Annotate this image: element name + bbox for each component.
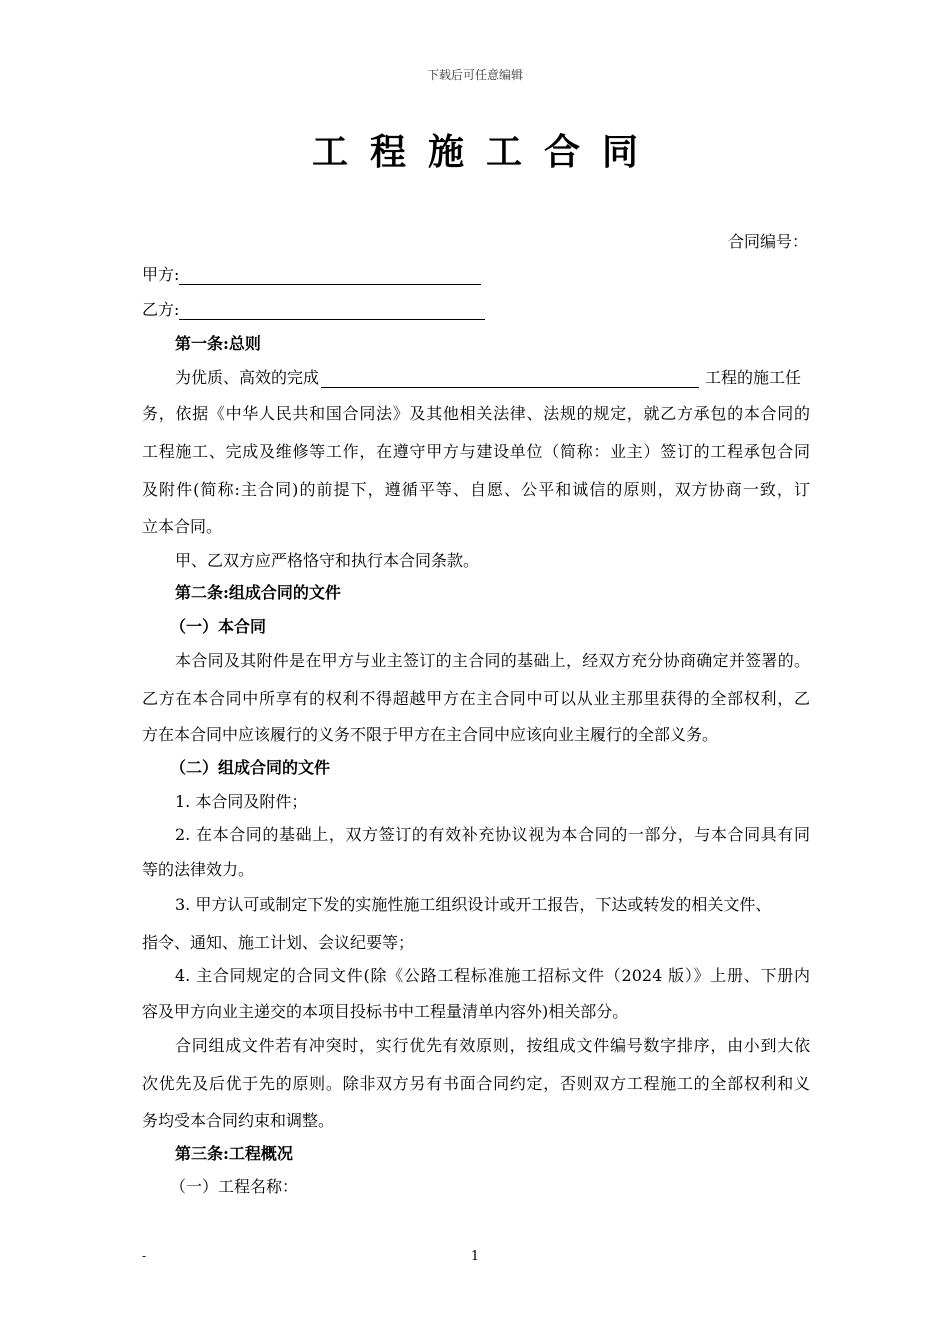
article-2-item-4-line: 4. 主合同规定的合同文件(除《公路工程标准施工招标文件（2024 版）》上册、下册内	[175, 966, 810, 985]
article-2-item-3-line: 指令、通知、施工计划、会议纪要等；	[142, 933, 415, 952]
party-a-blank[interactable]	[179, 266, 481, 285]
article-1-p1-line: 立本合同。	[142, 517, 223, 536]
article-1-heading: 第一条:总则	[175, 334, 261, 353]
article-2-conflict-line: 次优先及后优于先的原则。除非双方另有书面合同约定，否则双方工程施工的全部权利和义	[142, 1074, 810, 1093]
article-1-p1-line: 及附件(简称:主合同)的前提下，遵循平等、自愿、公平和诚信的原则，双方协商一致，订	[142, 480, 810, 499]
article-1-p1-start: 为优质、高效的完成	[175, 368, 320, 387]
article-2-item-2-line: 等的法律效力。	[142, 860, 255, 879]
article-1-p1-after-blank: 工程的施工任	[705, 368, 802, 387]
footer-dash: -	[142, 1249, 147, 1263]
party-a-row	[142, 262, 481, 285]
article-1-p1-line: 工程施工、完成及维修等工作，在遵守甲方与建设单位（简称：业主）签订的工程承包合同	[142, 442, 810, 461]
article-2-heading: 第二条:组成合同的文件	[175, 583, 341, 602]
article-2-item-4-line: 容及甲方向业主递交的本项目投标书中工程量清单内容外)相关部分。	[142, 1002, 629, 1021]
party-b-label: 乙方:	[142, 300, 180, 319]
article-2-conflict-line: 务均受本合同约束和调整。	[142, 1111, 335, 1130]
article-3-heading: 第三条:工程概况	[175, 1144, 293, 1163]
project-name-blank[interactable]	[321, 369, 699, 388]
article-2-sub1-line: 方在本合同中应该履行的义务不限于甲方在主合同中应该向业主履行的全部义务。	[142, 725, 719, 744]
article-1-p1-first-line	[175, 365, 810, 388]
article-2-item-3-line: 3. 甲方认可或制定下发的实施性施工组织设计或开工报告，下达或转发的相关文件、	[175, 895, 772, 914]
article-2-sub1-line: 本合同及其附件是在甲方与业主签订的主合同的基础上，经双方充分协商确定并签署的。	[175, 651, 810, 670]
page-number: 1	[470, 1249, 480, 1264]
article-1-p1-line: 务，依据《中华人民共和国合同法》及其他相关法律、法规的规定，就乙方承包的本合同的	[142, 404, 810, 423]
article-2-item-2-line: 2. 在本合同的基础上，双方签订的有效补充协议视为本合同的一部分，与本合同具有同	[175, 825, 810, 844]
document-title: 工程施工合同	[311, 131, 660, 173]
article-2-conflict-line: 合同组成文件若有冲突时，实行优先有效原则，按组成文件编号数字排序，由小到大依	[175, 1036, 810, 1055]
article-2-item-1: 1. 本合同及附件；	[175, 792, 308, 811]
party-b-row	[142, 297, 485, 320]
party-a-label: 甲方:	[142, 265, 180, 284]
party-b-blank[interactable]	[179, 301, 485, 320]
article-2-sub1-line: 乙方在本合同中所享有的权利不得超越甲方在主合同中可以从业主那里获得的全部权利，乙	[142, 689, 810, 708]
article-3-sub1: （一）工程名称：	[170, 1177, 299, 1196]
contract-number-label: 合同编号：	[728, 232, 809, 251]
article-1-p2: 甲、乙双方应严格恪守和执行本合同条款。	[175, 551, 480, 570]
article-2-sub1-heading: （一）本合同	[170, 617, 267, 636]
article-2-sub2-heading: （二）组成合同的文件	[170, 758, 331, 777]
header-note: 下载后可任意编辑	[426, 68, 523, 82]
